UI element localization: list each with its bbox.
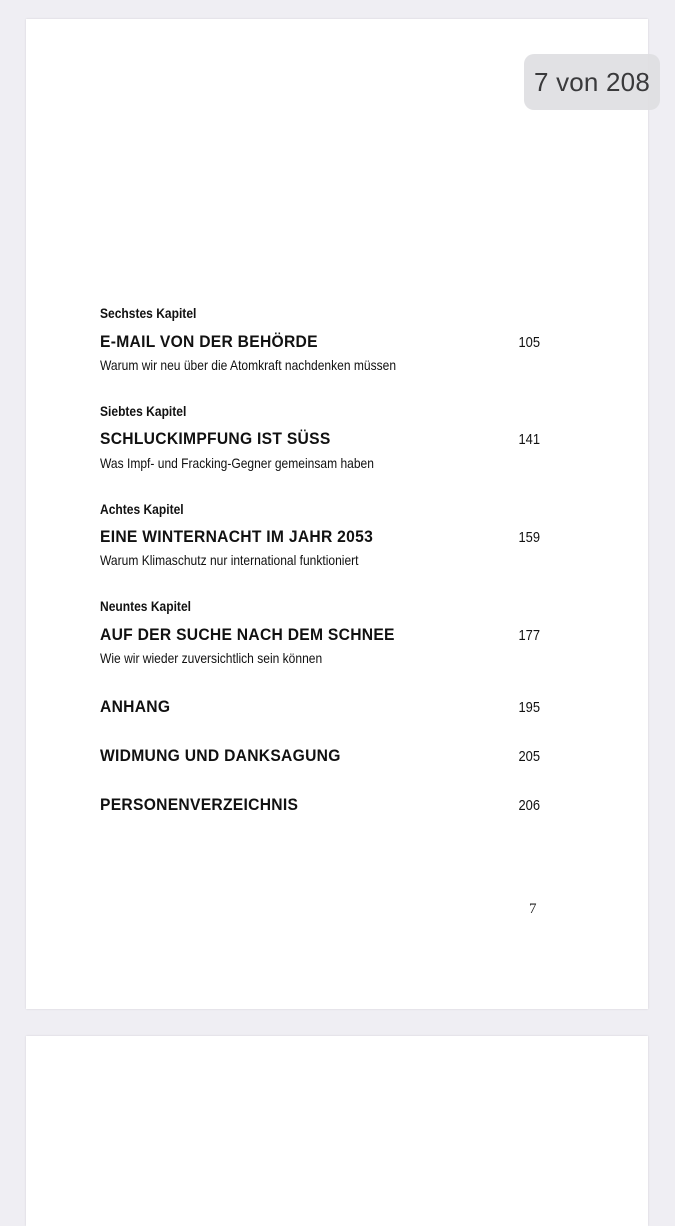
chapter-subtitle: Warum Klimaschutz nur international funktioniert <box>100 552 359 568</box>
page-indicator: 7 von 208 <box>524 54 660 110</box>
section-page-number[interactable]: 205 <box>518 748 540 765</box>
chapter-title[interactable]: EINE WINTERNACHT IM JAHR 2053 <box>100 527 374 546</box>
document-page[interactable] <box>26 19 648 1009</box>
section-title-widmung[interactable]: WIDMUNG UND DANKSAGUNG <box>100 746 341 765</box>
chapter-label: Achtes Kapitel <box>100 501 184 517</box>
chapter-subtitle: Was Impf- und Fracking-Gegner gemeinsam haben <box>100 455 374 471</box>
chapter-subtitle: Warum wir neu über die Atomkraft nachdenken müssen <box>100 357 397 373</box>
section-title-anhang[interactable]: ANHANG <box>100 697 171 716</box>
chapter-title[interactable]: SCHLUCKIMPFUNG IST SÜSS <box>100 429 331 448</box>
chapter-page-number[interactable]: 159 <box>518 529 540 546</box>
chapter-label: Sechstes Kapitel <box>100 305 197 321</box>
chapter-title[interactable]: E-MAIL VON DER BEHÖRDE <box>100 332 318 351</box>
chapter-page-number[interactable]: 177 <box>518 627 540 644</box>
section-page-number[interactable]: 206 <box>518 797 540 814</box>
chapter-label: Neuntes Kapitel <box>100 598 191 614</box>
chapter-subtitle: Wie wir wieder zuversichtlich sein können <box>100 650 323 666</box>
next-document-page[interactable] <box>26 1036 648 1226</box>
chapter-label: Siebtes Kapitel <box>100 403 187 419</box>
chapter-title[interactable]: AUF DER SUCHE NACH DEM SCHNEE <box>100 625 395 644</box>
chapter-page-number[interactable]: 105 <box>518 334 540 351</box>
chapter-page-number[interactable]: 141 <box>518 431 540 448</box>
section-page-number[interactable]: 195 <box>518 699 540 716</box>
section-title-personenverzeichnis[interactable]: PERSONENVERZEICHNIS <box>100 795 299 814</box>
page-footer-number: 7 <box>529 901 537 917</box>
